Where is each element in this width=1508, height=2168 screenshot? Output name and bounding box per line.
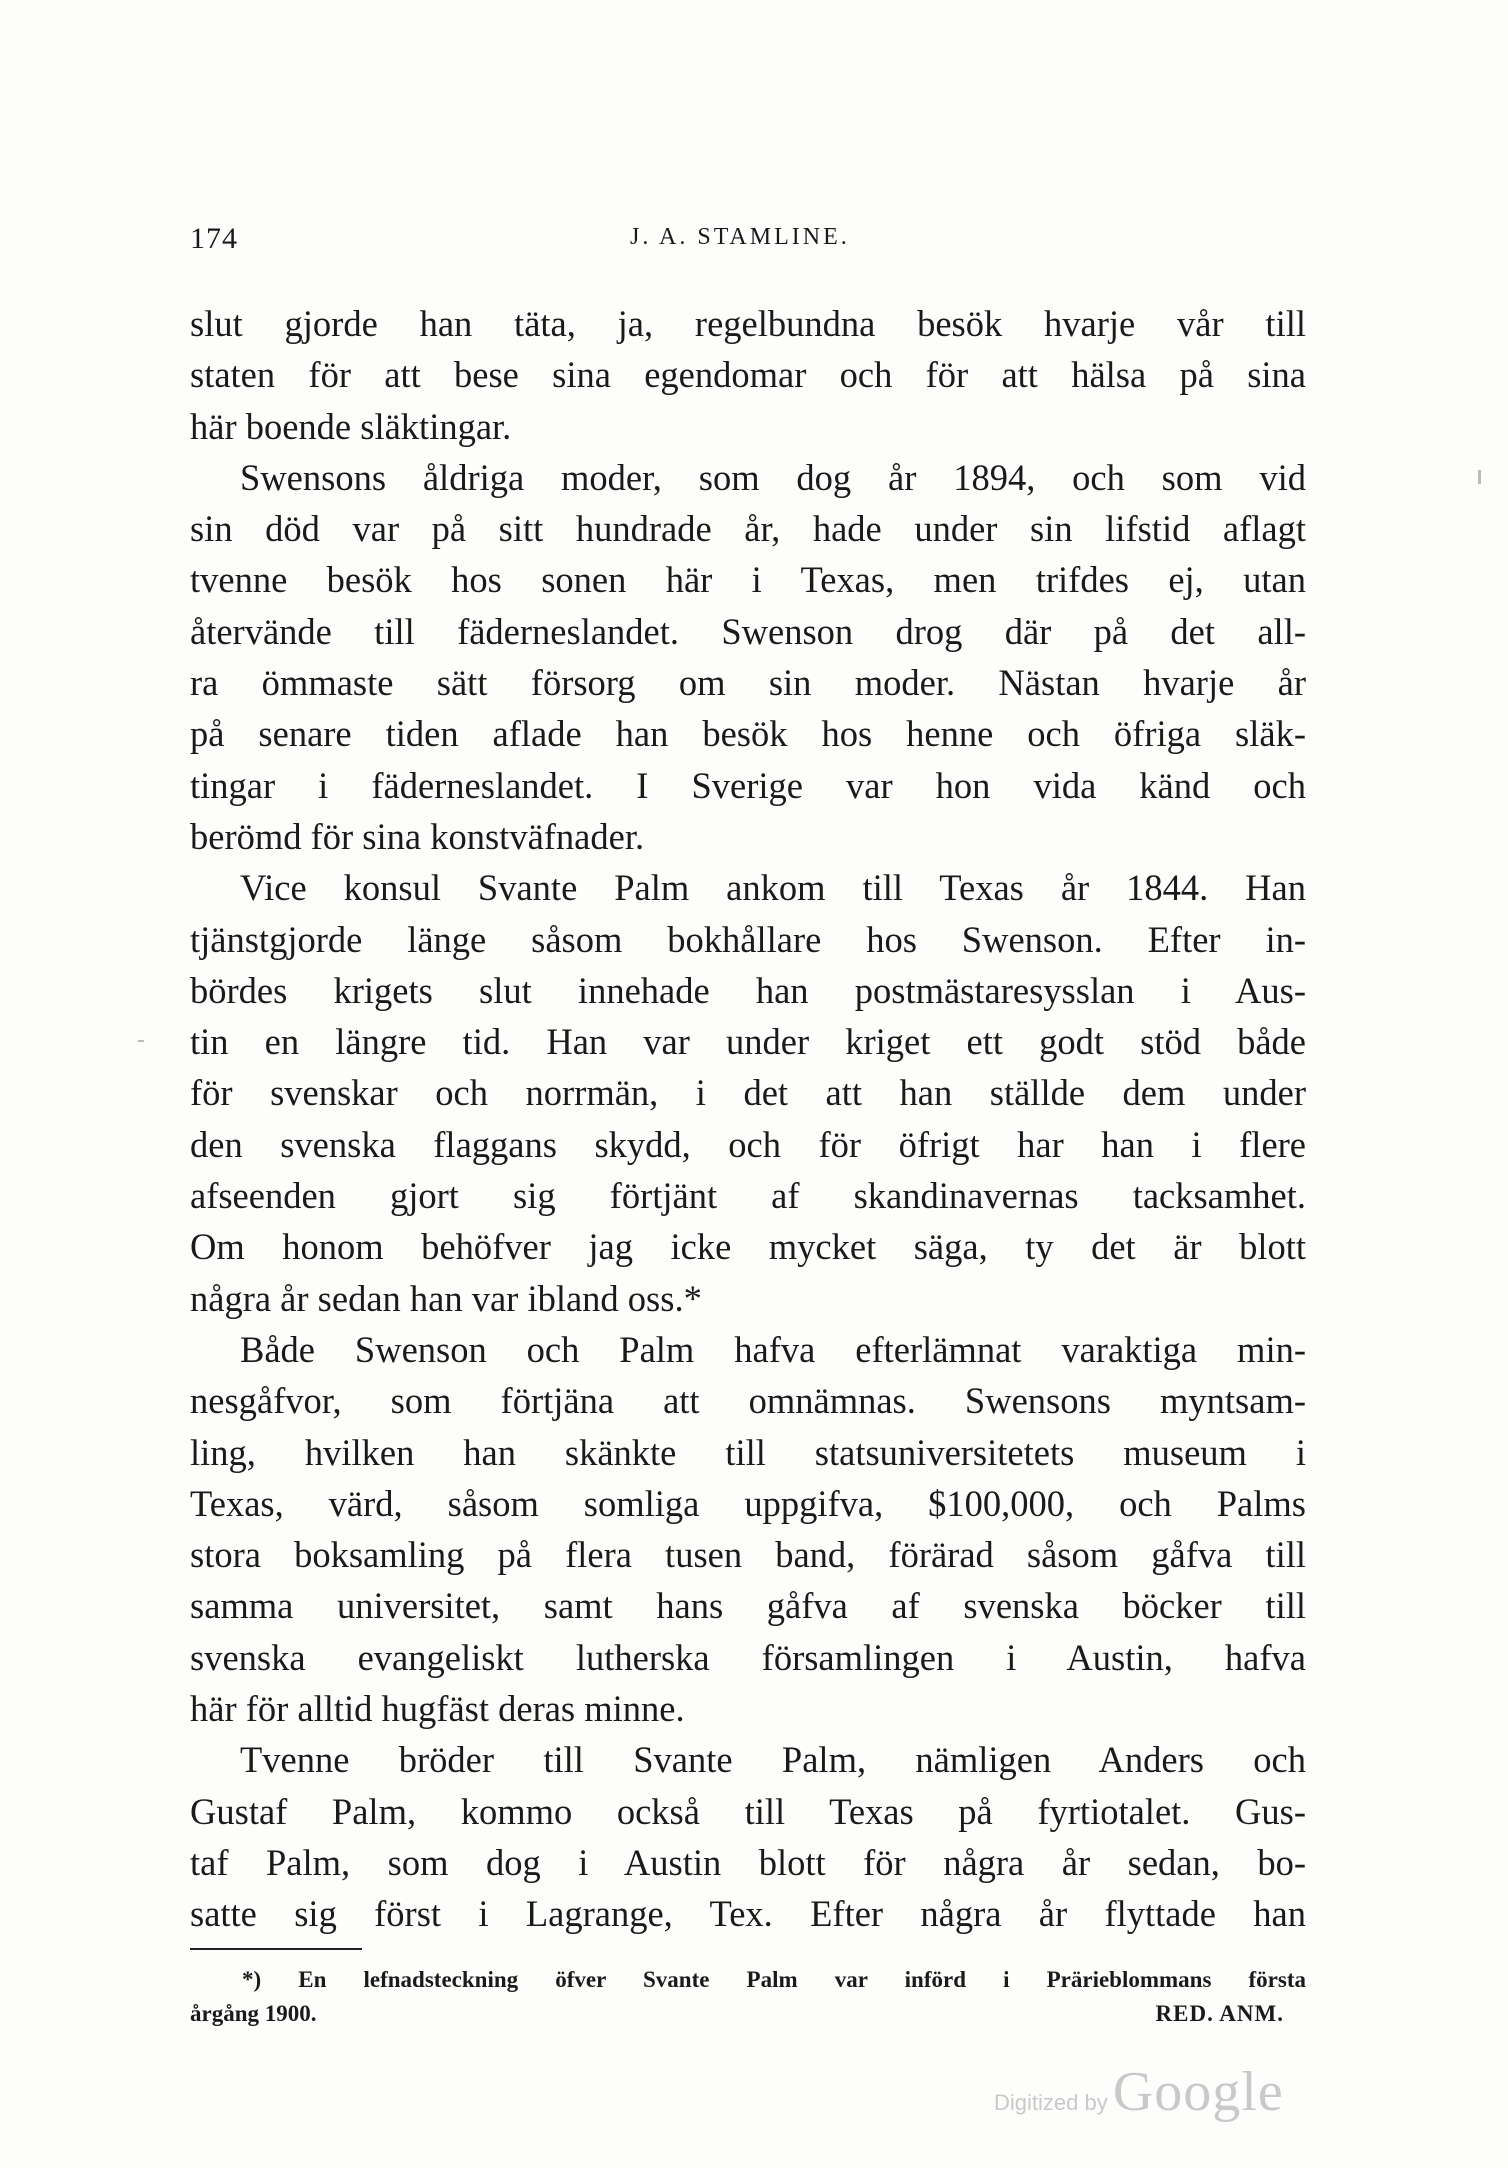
- text-line: tjänstgjorde länge såsom bokhållare hos Swenson. Efter in-: [190, 918, 1306, 960]
- text-line: Gustaf Palm, kommo också till Texas på fyrtiotalet. Gus-: [190, 1790, 1306, 1832]
- text-line: bördes krigets slut innehade han postmästaresysslan i Aus-: [190, 969, 1306, 1011]
- text-line: afseenden gjort sig förtjänt af skandinavernas tacksamhet.: [190, 1175, 1306, 1217]
- text-line: ra ömmaste sätt försorg om sin moder. Nästan hvarje år: [190, 662, 1306, 704]
- text-line: Texas, värd, såsom somliga uppgifva, $100,000, och Palms: [190, 1482, 1306, 1524]
- text-line: här för alltid hugfäst deras minne.: [190, 1688, 685, 1730]
- text-line: tin en längre tid. Han var under kriget ett godt stöd både: [190, 1021, 1306, 1063]
- text-line: Swensons åldriga moder, som dog år 1894, och som vid: [240, 456, 1306, 498]
- footnote-line: *) En lefnadsteckning öfver Svante Palm var införd i Prärieblommans första: [242, 1967, 1306, 1992]
- page-number: 174: [190, 222, 238, 255]
- margin-speck: [138, 1040, 144, 1042]
- text-line: Tvenne bröder till Svante Palm, nämligen Anders och: [240, 1739, 1306, 1781]
- text-line: ling, hvilken han skänkte till statsuniversitetets museum i: [190, 1431, 1306, 1473]
- footnote: [190, 1963, 1306, 2031]
- text-line: berömd för sina konstväfnader.: [190, 815, 645, 857]
- text-line: Om honom behöfver jag icke mycket säga, ty det är blott: [190, 1226, 1306, 1268]
- text-line: nesgåfvor, som förtjäna att omnämnas. Swensons myntsam-: [190, 1380, 1306, 1422]
- running-head: J. A. STAMLINE.: [630, 224, 850, 250]
- footnote-divider: [190, 1948, 362, 1950]
- text-line: på senare tiden aflade han besök hos henne och öfriga släk-: [190, 713, 1306, 755]
- text-line: Vice konsul Svante Palm ankom till Texas år 1844. Han: [240, 867, 1306, 909]
- watermark-prefix: Digitized by: [994, 2090, 1108, 2115]
- text-line: taf Palm, som dog i Austin blott för några år sedan, bo-: [190, 1841, 1306, 1883]
- text-line: sin död var på sitt hundrade år, hade under sin lifstid aflagt: [190, 508, 1306, 550]
- text-line: staten för att bese sina egendomar och för att hälsa på sina: [190, 354, 1306, 396]
- text-line: Både Swenson och Palm hafva efterlämnat varaktiga min-: [240, 1328, 1306, 1370]
- text-line: satte sig först i Lagrange, Tex. Efter några år flyttade han: [190, 1893, 1306, 1935]
- footnote-signature: RED. ANM.: [1155, 2001, 1284, 2026]
- text-line: några år sedan han var ibland oss.*: [190, 1277, 702, 1319]
- watermark-brand: Google: [1112, 2061, 1284, 2123]
- footnote-line: årgång 1900.: [190, 2001, 317, 2026]
- text-line: för svenskar och norrmän, i det att han ställde dem under: [190, 1072, 1306, 1114]
- text-line: tvenne besök hos sonen här i Texas, men trifdes ej, utan: [190, 559, 1306, 601]
- page-header: [190, 222, 1306, 262]
- digitized-watermark: [994, 2060, 1284, 2123]
- body-text: [190, 298, 1306, 1940]
- text-line: tingar i fäderneslandet. I Sverige var hon vida känd och: [190, 764, 1306, 806]
- text-line: slut gjorde han täta, ja, regelbundna besök hvarje vår till: [190, 303, 1306, 344]
- margin-speck: [1478, 470, 1481, 484]
- text-line: stora boksamling på flera tusen band, förärad såsom gåfva till: [190, 1534, 1306, 1576]
- text-line: återvände till fäderneslandet. Swenson drog där på det all-: [190, 610, 1306, 652]
- text-line: samma universitet, samt hans gåfva af svenska böcker till: [190, 1585, 1306, 1627]
- text-line: den svenska flaggans skydd, och för öfrigt har han i flere: [190, 1123, 1306, 1165]
- text-line: här boende släktingar.: [190, 405, 512, 447]
- text-line: svenska evangeliskt lutherska församlingen i Austin, hafva: [190, 1636, 1306, 1678]
